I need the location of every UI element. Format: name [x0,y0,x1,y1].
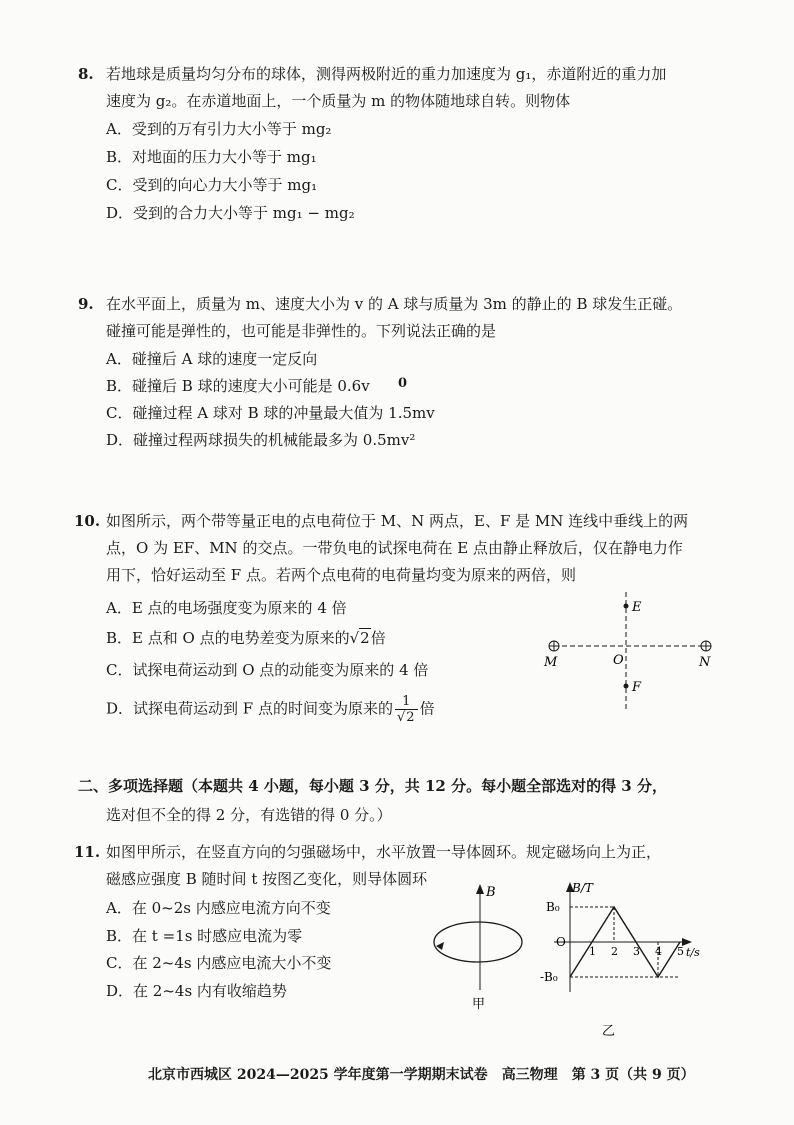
point-f [624,684,629,689]
label-f: F [632,680,642,695]
point-e [624,604,629,609]
tick-1: 1 [589,945,596,958]
q8-number: 8. [78,65,94,83]
tick-3: 3 [633,945,640,958]
q10-option-b [106,628,386,648]
x-axis-label: t/s [686,946,700,959]
fraction-numerator: 1 [395,694,418,710]
q10-option-d-suffix: 倍 [419,699,435,718]
q10-charge-diagram [536,588,726,718]
q11-option-a: A．在 0~2s 内感应电流方向不变 [106,899,331,917]
label-n: N [699,655,711,670]
q10-option-d-text: D．试探电荷运动到 F 点的时间变为原来的 [106,699,393,718]
q9-stem-line2: 碰撞可能是弹性的，也可能是非弹性的。下列说法正确的是 [106,322,497,340]
q9-option-c: C．碰撞过程 A 球对 B 球的冲量最大值为 1.5mv [106,404,435,422]
q10-stem-line3: 用下，恰好运动至 F 点。若两个点电荷的电荷量均变为原来的两倍，则 [106,566,576,584]
q11-option-d: D．在 2~4s 内有收缩趋势 [106,982,287,1000]
caption-yi: 乙 [602,1024,616,1039]
q11-option-b: B．在 t =1s 时感应电流为零 [106,927,303,945]
q8-option-b: B．对地面的压力大小等于 mg₁ [106,148,317,166]
conductor-ring [434,922,522,962]
q11-option-c: C．在 2~4s 内感应电流大小不变 [106,954,332,972]
label-e: E [632,600,642,615]
q10-option-d-fraction [395,694,418,725]
q10-option-c: C．试探电荷运动到 O 点的动能变为原来的 4 倍 [106,661,429,679]
origin-label: O [556,935,566,949]
q9-option-b: B．碰撞后 B 球的速度大小可能是 0.6v [106,377,370,395]
b0-label: B₀ [546,900,560,914]
q10-stem-line2: 点，O 为 EF、MN 的交点。一带负电的试探电荷在 E 点由静止释放后，仅在静电力作 [106,539,683,557]
fraction-denominator: √2 [396,710,415,725]
tick-2: 2 [611,945,618,958]
footer-page-number: 第 3 页（共 9 页） [571,1067,695,1083]
tick-5: 5 [677,945,684,958]
q8-stem-line2: 速度为 g₂。在赤道地面上，一个质量为 m 的物体随地球自转。则物体 [106,92,571,110]
neg-b0-label: -B₀ [540,970,558,984]
q9-option-d: D．碰撞过程两球损失的机械能最多为 0.5mv² [106,431,416,449]
q9-handwritten-mark: 0 [398,376,408,391]
q11-ring-diagram [428,880,528,1015]
q8-option-a: A．受到的万有引力大小等于 mg₂ [106,120,332,138]
q8-option-c: C．受到的向心力大小等于 mg₁ [106,176,318,194]
section2-heading: 二、多项选择题（本题共 4 小题，每小题 3 分，共 12 分。每小题全部选对的得 3 分， [78,777,667,795]
q9-number: 9. [78,295,94,313]
fraction-root: 2 [406,710,415,725]
q9-stem-line1: 在水平面上，质量为 m、速度大小为 v 的 A 球与质量为 3m 的静止的 B 球发生正碰。 [106,295,683,313]
q10-option-a: A．E 点的电场强度变为原来的 4 倍 [106,599,347,617]
q10-option-b-text: B．E 点和 O 点的电势差变为原来的 [106,629,350,647]
q9-option-a: A．碰撞后 A 球的速度一定反向 [106,350,318,368]
footer-subject: 高三物理 [501,1067,558,1083]
q11-stem-line1: 如图甲所示，在竖直方向的匀强磁场中，水平放置一导体圆环。规定磁场向上为正， [106,843,662,861]
q11-stem-line2: 磁感应强度 B 随时间 t 按图乙变化，则导体圆环 [106,870,428,888]
tick-4: 4 [655,945,662,958]
q10-number: 10. [74,512,101,530]
label-b: B [486,885,496,900]
q11-b-t-graph [540,880,700,1040]
y-axis-label: B/T [572,881,593,895]
label-m: M [544,655,558,670]
label-o: O [613,653,624,668]
q8-option-d: D．受到的合力大小等于 mg₁ − mg₂ [106,204,355,222]
caption-jia: 甲 [472,997,486,1012]
sqrt-symbol: √ [349,629,360,647]
q8-stem-line1: 若地球是质量均匀分布的球体，测得两极附近的重力加速度为 g₁，赤道附近的重力加 [106,65,667,83]
section2-instructions: 选对但不全的得 2 分，有选错的得 0 分。） [106,806,392,824]
q10-option-d [106,694,435,725]
q10-stem-line1: 如图所示，两个带等量正电的点电荷位于 M、N 两点，E、F 是 MN 连线中垂线上的两 [106,512,689,530]
footer-school: 北京市西城区 2024—2025 学年度第一学期期末试卷 [148,1067,488,1083]
q10-option-b-root: 2 [360,629,370,647]
q10-option-b-suffix: 倍 [370,629,386,647]
q11-number: 11. [74,843,101,861]
arrow-up-icon [476,884,484,894]
page-footer [148,1064,709,1084]
